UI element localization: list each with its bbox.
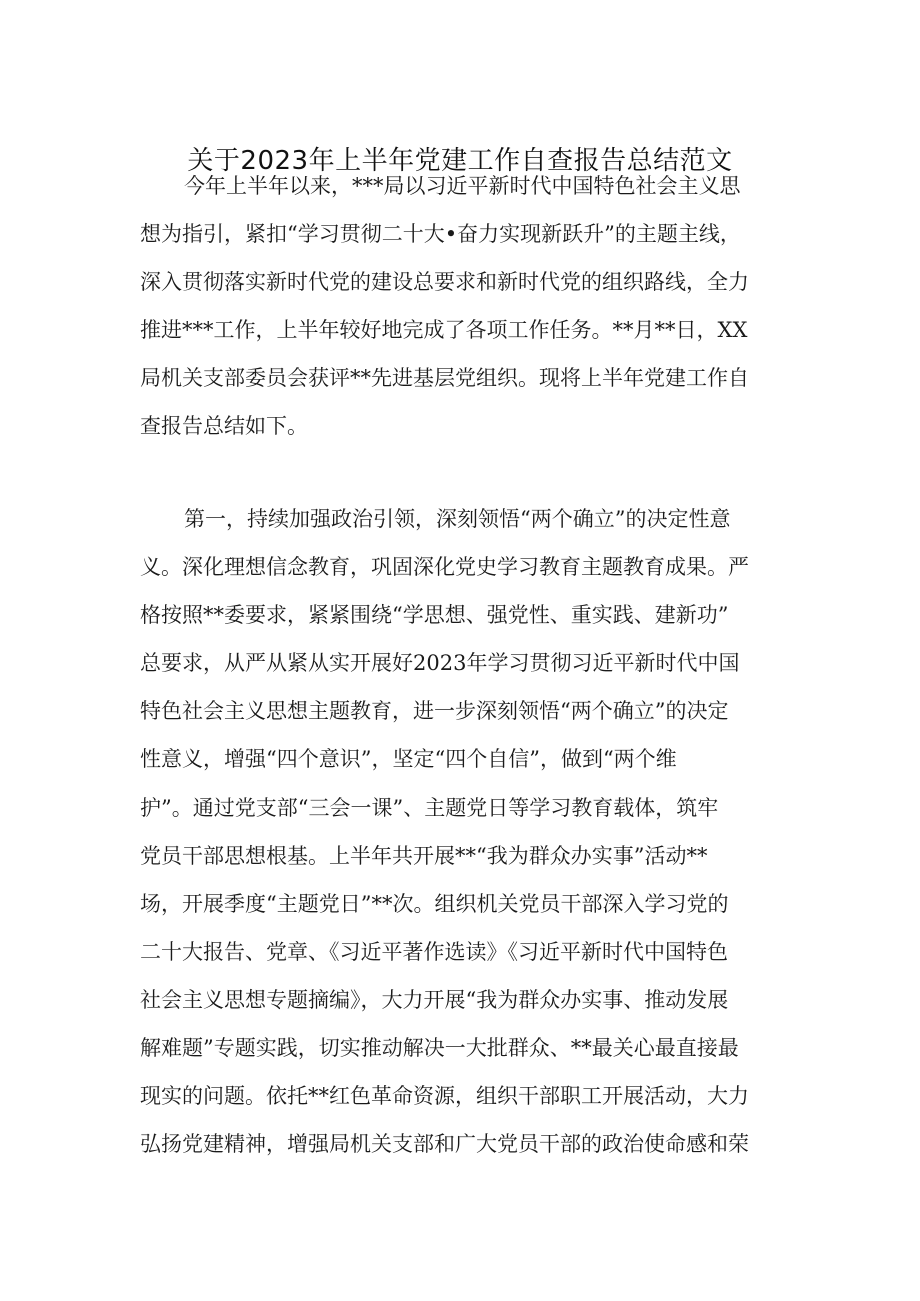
paragraph-line: 现实的问题。依托**红色革命资源，组织干部职工开展活动，大力 — [140, 1084, 749, 1109]
paragraph-line: 想为指引，紧扣“学习贯彻二十大•奋力实现新跃升”的主题主线， — [140, 222, 741, 247]
paragraph-line: 今年上半年以来，***局以习近平新时代中国特色社会主义思 — [184, 174, 741, 198]
paragraph-intro — [140, 162, 770, 451]
paragraph-line: 查报告总结如下。 — [140, 414, 308, 439]
paragraph-section-one — [140, 495, 770, 1168]
paragraph-line: 场，开展季度“主题党日”**次。组织机关党员干部深入学习党的 — [140, 891, 729, 916]
paragraph-line: 深入贯彻落实新时代党的建设总要求和新时代党的组织路线，全力 — [140, 270, 749, 295]
paragraph-line: 特色社会主义思想主题教育，进一步深刻领悟“两个确立”的决定 — [140, 699, 729, 724]
paragraph-line: 总要求，从严从紧从实开展好2023年学习贯彻习近平新时代中国 — [140, 651, 740, 676]
paragraph-line: 党员干部思想根基。上半年共开展**“我为群众办实事”活动** — [140, 843, 708, 868]
paragraph-line: 第一，持续加强政治引领，深刻领悟“两个确立”的决定性意 — [184, 507, 731, 531]
paragraph-line: 解难题”专题实践，切实推动解决一大批群众、**最关心最直接最 — [140, 1036, 739, 1061]
paragraph-line: 局机关支部委员会获评**先进基层党组织。现将上半年党建工作自 — [140, 366, 749, 391]
paragraph-line: 推进***工作，上半年较好地完成了各项工作任务。**月**日，XX — [140, 318, 748, 343]
paragraph-line: 社会主义思想专题摘编》，大力开展“我为群众办实事、推动发展 — [140, 987, 729, 1012]
paragraph-line: 护”。通过党支部“三会一课”、主题党日等学习教育载体，筑牢 — [140, 795, 719, 820]
paragraph-line: 弘扬党建精神，增强局机关支部和广大党员干部的政治使命感和荣 — [140, 1132, 749, 1157]
paragraph-line: 义。深化理想信念教育，巩固深化党史学习教育主题教育成果。严 — [140, 555, 749, 580]
document-title: 关于2023年上半年党建工作自查报告总结范文 — [187, 146, 733, 176]
paragraph-line: 性意义，增强“四个意识”，坚定“四个自信”，做到“两个维 — [140, 747, 677, 772]
paragraph-line: 格按照**委要求，紧紧围绕“学思想、强党性、重实践、建新功” — [140, 603, 729, 628]
paragraph-line: 二十大报告、党章、《习近平著作选读》《习近平新时代中国特色 — [140, 939, 728, 964]
